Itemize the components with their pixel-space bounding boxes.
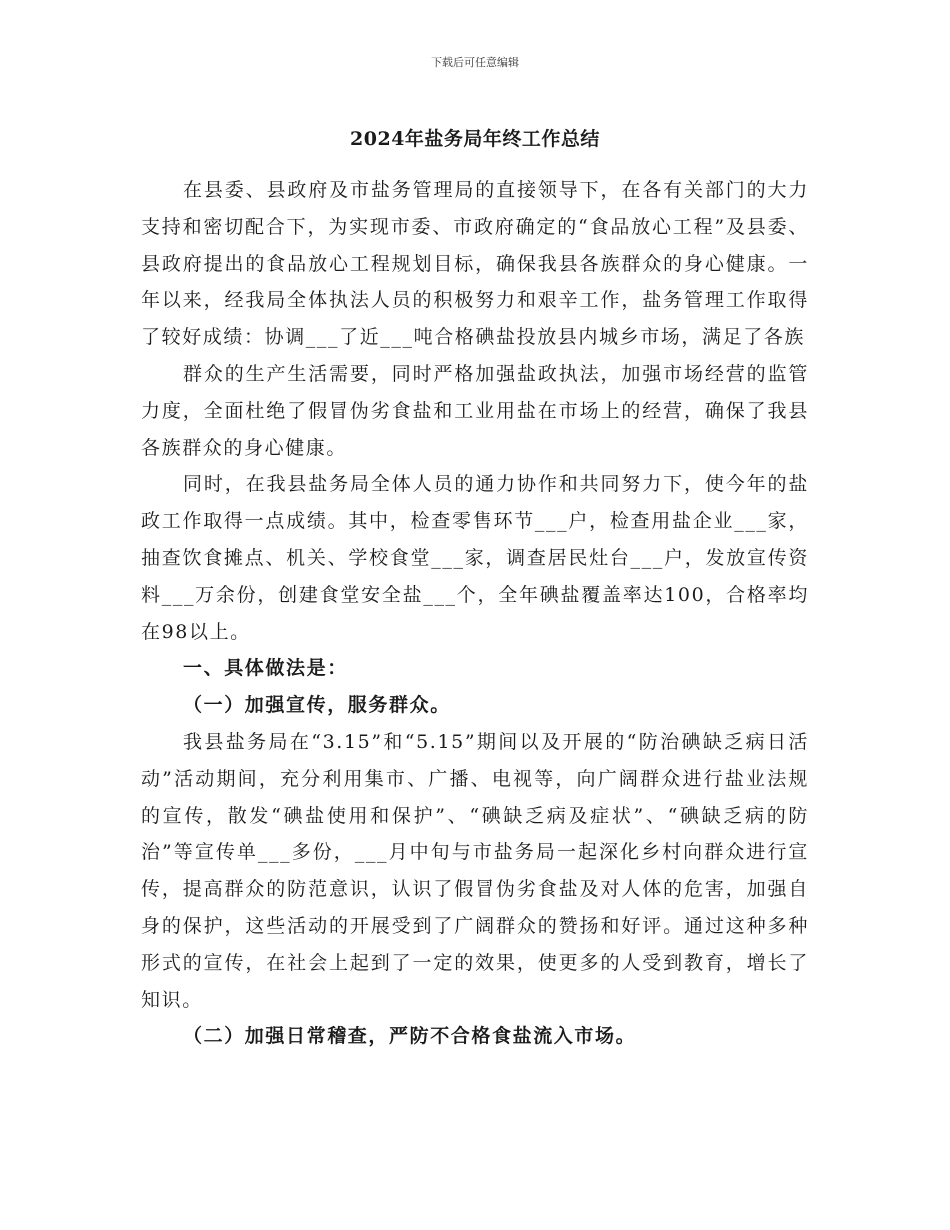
- document-body: [141, 172, 809, 1055]
- paragraph-intro: 在县委、县政府及市盐务管理局的直接领导下，在各有关部门的大力支持和密切配合下，为实现市委、市政府确定的“食品放心工程”及县委、县政府提出的食品放心工程规划目标，确保我县各族群众的身心健康。一年以来，经我局全体执法人员的积极努力和艰辛工作，盐务管理工作取得了较好成绩：协调___了近___吨合格碘盐投放县内城乡市场，满足了各族: [141, 179, 809, 349]
- document-title: 2024年盐务局年终工作总结: [350, 128, 600, 150]
- subsection-heading-publicity: （一）加强宣传，服务群众。: [183, 694, 451, 717]
- paragraph-statistics: 同时，在我县盐务局全体人员的通力协作和共同努力下，使今年的盐政工作取得一点成绩。其中，检查零售环节___户，检查用盐企业___家，抽查饮食摊点、机关、学校食堂___家，调查居民灶台___户，发放宣传资料___万余份，创建食堂安全盐___个，全年碘盐覆盖率达100，合格率均在98以上。: [141, 473, 809, 643]
- header-note: 下载后可任意编辑: [431, 56, 519, 69]
- paragraph-publicity: 我县盐务局在“3.15”和“5.15”期间以及开展的“防治碘缺乏病日活动”活动期间，充分利用集市、广播、电视等，向广阔群众进行盐业法规的宣传，散发“碘盐使用和保护”、“碘缺乏病及症状”、“碘缺乏病的防治”等宣传单___多份，___月中旬与市盐务局一起深化乡村向群众进行宣传，提高群众的防范意识，认识了假冒伪劣食盐及对人体的危害，加强自身的保护，这些活动的开展受到了广阔群众的赞扬和好评。通过这种多种形式的宣传，在社会上起到了一定的效果，使更多的人受到教育，增长了知识。: [141, 730, 809, 1011]
- subsection-heading-inspection: （二）加强日常稽查，严防不合格食盐流入市场。: [183, 1025, 637, 1048]
- section-heading-methods: 一、具体做法是：: [183, 657, 348, 680]
- paragraph-continuation: 群众的生产生活需要，同时严格加强盐政执法，加强市场经营的监管力度，全面杜绝了假冒伪劣食盐和工业用盐在市场上的经营，确保了我县各族群众的身心健康。: [141, 362, 809, 459]
